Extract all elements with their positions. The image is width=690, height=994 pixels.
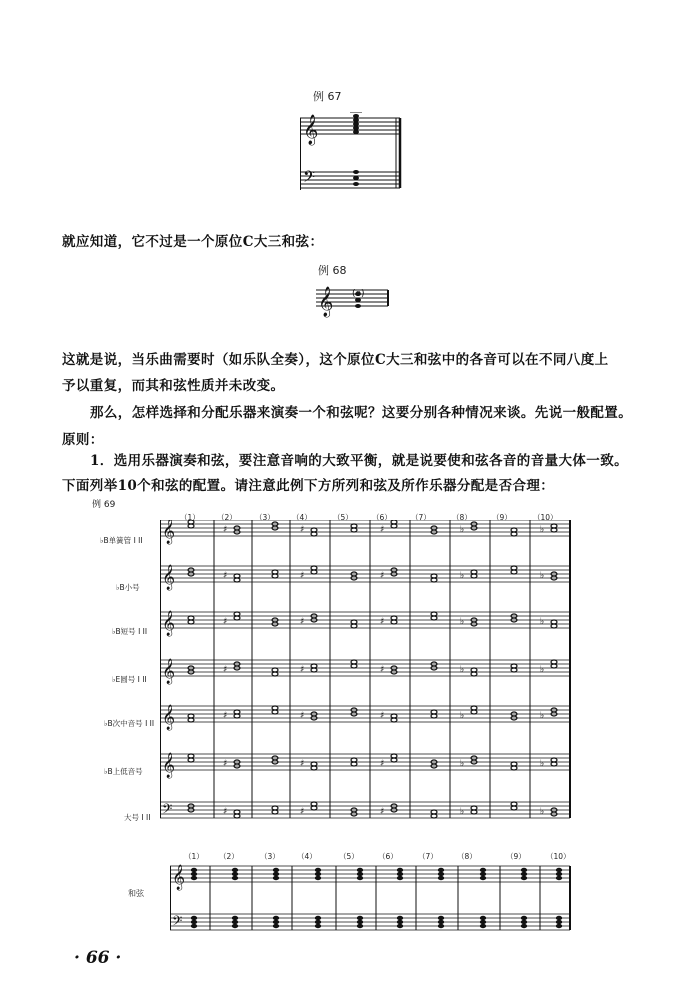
sharp-icon: ♯ (300, 617, 305, 627)
note-head (357, 872, 363, 876)
note-head (272, 810, 278, 814)
flat-icon: ♭ (540, 571, 545, 581)
flat-icon: ♭ (460, 571, 465, 581)
svg-text:𝄞: 𝄞 (303, 115, 319, 145)
column-number: （7） (418, 852, 438, 861)
sharp-icon: ♯ (223, 807, 228, 817)
note-head (438, 916, 444, 920)
flat-icon: ♭ (460, 525, 465, 535)
note-head (471, 810, 477, 814)
column-number: （10） (533, 513, 558, 522)
note-head (232, 916, 238, 920)
note-head (511, 570, 517, 574)
note-head (438, 868, 444, 872)
column-number: （3） (255, 513, 275, 522)
note-head (521, 916, 527, 920)
note-head (232, 924, 238, 928)
paragraph-2-line-1: 那么，怎样选择和分配乐器来演奏一个和弦呢？这要分别各种情况来谈。先说一般配置。 (90, 405, 633, 421)
flat-icon: ♭ (540, 617, 545, 627)
note-head (431, 714, 437, 718)
note-head (551, 528, 557, 532)
note-head (191, 872, 197, 876)
sharp-icon: ♯ (300, 665, 305, 675)
treble-clef-icon: 𝄞 (162, 705, 176, 730)
note-head (232, 920, 238, 924)
note-head (311, 532, 317, 536)
note-head (438, 924, 444, 928)
treble-clef-icon: 𝄞 (172, 865, 186, 890)
column-number: （8） (457, 852, 477, 861)
text-intro: 就应知道，它不过是一个原位C大三和弦： (62, 234, 324, 250)
flat-icon: ♭ (460, 711, 465, 721)
note-head (273, 868, 279, 872)
note-head (511, 806, 517, 810)
sharp-icon: ♯ (300, 807, 305, 817)
column-number: （5） (333, 513, 353, 522)
note-head (480, 924, 486, 928)
note-head (273, 924, 279, 928)
instrument-label: ♭B单簧管 I II (100, 536, 143, 545)
note-head (431, 616, 437, 620)
note-head (556, 876, 562, 880)
note-head (357, 924, 363, 928)
column-number: （4） (292, 513, 312, 522)
paragraph-1-line-1: 这就是说，当乐曲需要时（如乐队全奏），这个原位C大三和弦中的各音可以在不同八度上 (62, 352, 609, 368)
column-number: （1） (180, 513, 200, 522)
note-head (521, 920, 527, 924)
note-head (315, 872, 321, 876)
flat-icon: ♭ (540, 665, 545, 675)
page-number: · 66 · (74, 948, 122, 968)
note-head (272, 672, 278, 676)
instrument-label: ♭B小号 (116, 583, 140, 592)
note-head (273, 876, 279, 880)
example-69-harmony-score (170, 862, 580, 946)
column-number: （8） (452, 513, 472, 522)
note-head (521, 868, 527, 872)
note-head (471, 672, 477, 676)
svg-text:𝄢: 𝄢 (303, 168, 316, 190)
note-head (191, 924, 197, 928)
note-head (188, 758, 194, 762)
flat-icon: ♭ (540, 807, 545, 817)
note-head (315, 924, 321, 928)
sharp-icon: ♯ (380, 711, 385, 721)
flat-icon: ♭ (540, 525, 545, 535)
note-head (311, 766, 317, 770)
note-head (232, 868, 238, 872)
note-head (480, 868, 486, 872)
note-head (191, 920, 197, 924)
column-number: （6） (378, 852, 398, 861)
note-head (480, 920, 486, 924)
bass-clef-icon: 𝄢 (172, 913, 183, 932)
sharp-icon: ♯ (223, 759, 228, 769)
sharp-icon: ♯ (223, 571, 228, 581)
note-head (191, 916, 197, 920)
sharp-icon: ♯ (300, 759, 305, 769)
sharp-icon: ♯ (380, 807, 385, 817)
note-head (315, 876, 321, 880)
note-head (551, 762, 557, 766)
note-head (471, 710, 477, 714)
note-head (351, 664, 357, 668)
note-head (311, 668, 317, 672)
note-head (188, 620, 194, 624)
instrument-label: 大号 I II (124, 813, 151, 822)
note-head (556, 916, 562, 920)
note-head (480, 916, 486, 920)
treble-clef-icon: 𝄞 (162, 753, 176, 778)
column-number: （10） (546, 852, 571, 861)
note-head (234, 578, 240, 582)
flat-icon: ♭ (540, 711, 545, 721)
note-head (431, 814, 437, 818)
note-head (397, 920, 403, 924)
note-head (556, 868, 562, 872)
harmony-label: 和弦 (128, 889, 144, 898)
note-head (397, 876, 403, 880)
column-number: （3） (260, 852, 280, 861)
example-68-score (316, 280, 396, 320)
note-head (521, 872, 527, 876)
note-head (556, 924, 562, 928)
sharp-icon: ♯ (223, 711, 228, 721)
column-number: （4） (297, 852, 317, 861)
example-67-label: 例 67 (313, 90, 342, 103)
note-head (511, 766, 517, 770)
note-head (188, 524, 194, 528)
note-head (551, 624, 557, 628)
note-head (351, 762, 357, 766)
sharp-icon: ♯ (380, 617, 385, 627)
note-head (397, 916, 403, 920)
rule-1-line-1: 1．选用乐器演奏和弦，要注意音响的大致平衡，就是说要使和弦各音的音量大体一致。 (90, 453, 628, 469)
note-head (315, 868, 321, 872)
instrument-label: ♭E圆号 I II (112, 675, 147, 684)
rule-1-line-2: 下面列举10个和弦的配置。请注意此例下方所列和弦及所作乐器分配是否合理： (62, 478, 555, 494)
note-head (311, 806, 317, 810)
column-number: （5） (339, 852, 359, 861)
note-head (556, 920, 562, 924)
note-head (357, 920, 363, 924)
instrument-label: ♭B上低音号 (104, 767, 143, 776)
sharp-icon: ♯ (380, 571, 385, 581)
column-number: （6） (372, 513, 392, 522)
svg-text:𝄞: 𝄞 (318, 287, 334, 317)
note-head (273, 872, 279, 876)
note-head (438, 920, 444, 924)
note-head (511, 668, 517, 672)
sharp-icon: ♯ (380, 525, 385, 535)
note-head (272, 710, 278, 714)
treble-clef-icon: 𝄞 (162, 565, 176, 590)
note-head (234, 814, 240, 818)
flat-icon: ♭ (540, 759, 545, 769)
note-head (391, 620, 397, 624)
sharp-icon: ♯ (223, 525, 228, 535)
note-head (397, 924, 403, 928)
sharp-icon: ♯ (223, 665, 228, 675)
note-head (234, 714, 240, 718)
flat-icon: ♭ (460, 617, 465, 627)
treble-clef-icon: 𝄞 (162, 611, 176, 636)
note-head (188, 718, 194, 722)
example-67-score (300, 112, 408, 196)
note-head (311, 570, 317, 574)
example-68-label: 例 68 (318, 264, 347, 277)
instrument-label: ♭B次中音号 I II (104, 719, 155, 728)
note-head (511, 532, 517, 536)
paragraph-2-line-2: 原则： (62, 432, 104, 448)
note-head (397, 868, 403, 872)
note-head (521, 876, 527, 880)
note-head (521, 924, 527, 928)
instrument-label: ♭B短号 I II (112, 627, 148, 636)
flat-icon: ♭ (460, 759, 465, 769)
column-number: （1） (184, 852, 204, 861)
sharp-icon: ♯ (380, 665, 385, 675)
treble-clef-icon: 𝄞 (162, 520, 176, 544)
example-69-label: 例 69 (92, 500, 116, 510)
note-head (351, 528, 357, 532)
column-number: （2） (217, 513, 237, 522)
sharp-icon: ♯ (300, 711, 305, 721)
note-head (273, 920, 279, 924)
example-69-orchestra-score (160, 520, 580, 830)
sharp-icon: ♯ (223, 617, 228, 627)
note-head (391, 758, 397, 762)
note-head (234, 616, 240, 620)
note-head (357, 876, 363, 880)
svg-text:(o): (o) (352, 289, 365, 299)
note-head (315, 916, 321, 920)
note-head (191, 876, 197, 880)
sharp-icon: ♯ (300, 525, 305, 535)
note-head (438, 876, 444, 880)
column-number: （9） (506, 852, 526, 861)
note-head (357, 868, 363, 872)
note-head (431, 578, 437, 582)
note-head (471, 574, 477, 578)
note-head (351, 624, 357, 628)
note-head (315, 920, 321, 924)
note-head (391, 718, 397, 722)
flat-icon: ♭ (460, 807, 465, 817)
note-head (480, 876, 486, 880)
note-head (232, 876, 238, 880)
note-head (480, 872, 486, 876)
sharp-icon: ♯ (300, 571, 305, 581)
column-number: （9） (492, 513, 512, 522)
note-head (357, 916, 363, 920)
sharp-icon: ♯ (380, 759, 385, 769)
bass-clef-icon: 𝄢 (162, 801, 173, 820)
note-head (438, 872, 444, 876)
column-number: （2） (219, 852, 239, 861)
note-head (232, 872, 238, 876)
paragraph-1-line-2: 予以重复，而其和弦性质并未改变。 (62, 378, 285, 394)
note-head (272, 574, 278, 578)
note-head (391, 524, 397, 528)
note-head (273, 916, 279, 920)
note-head (556, 872, 562, 876)
note-head (551, 664, 557, 668)
note-head (191, 868, 197, 872)
note-head (397, 872, 403, 876)
column-number: （7） (411, 513, 431, 522)
treble-clef-icon: 𝄞 (162, 659, 176, 684)
flat-icon: ♭ (460, 665, 465, 675)
